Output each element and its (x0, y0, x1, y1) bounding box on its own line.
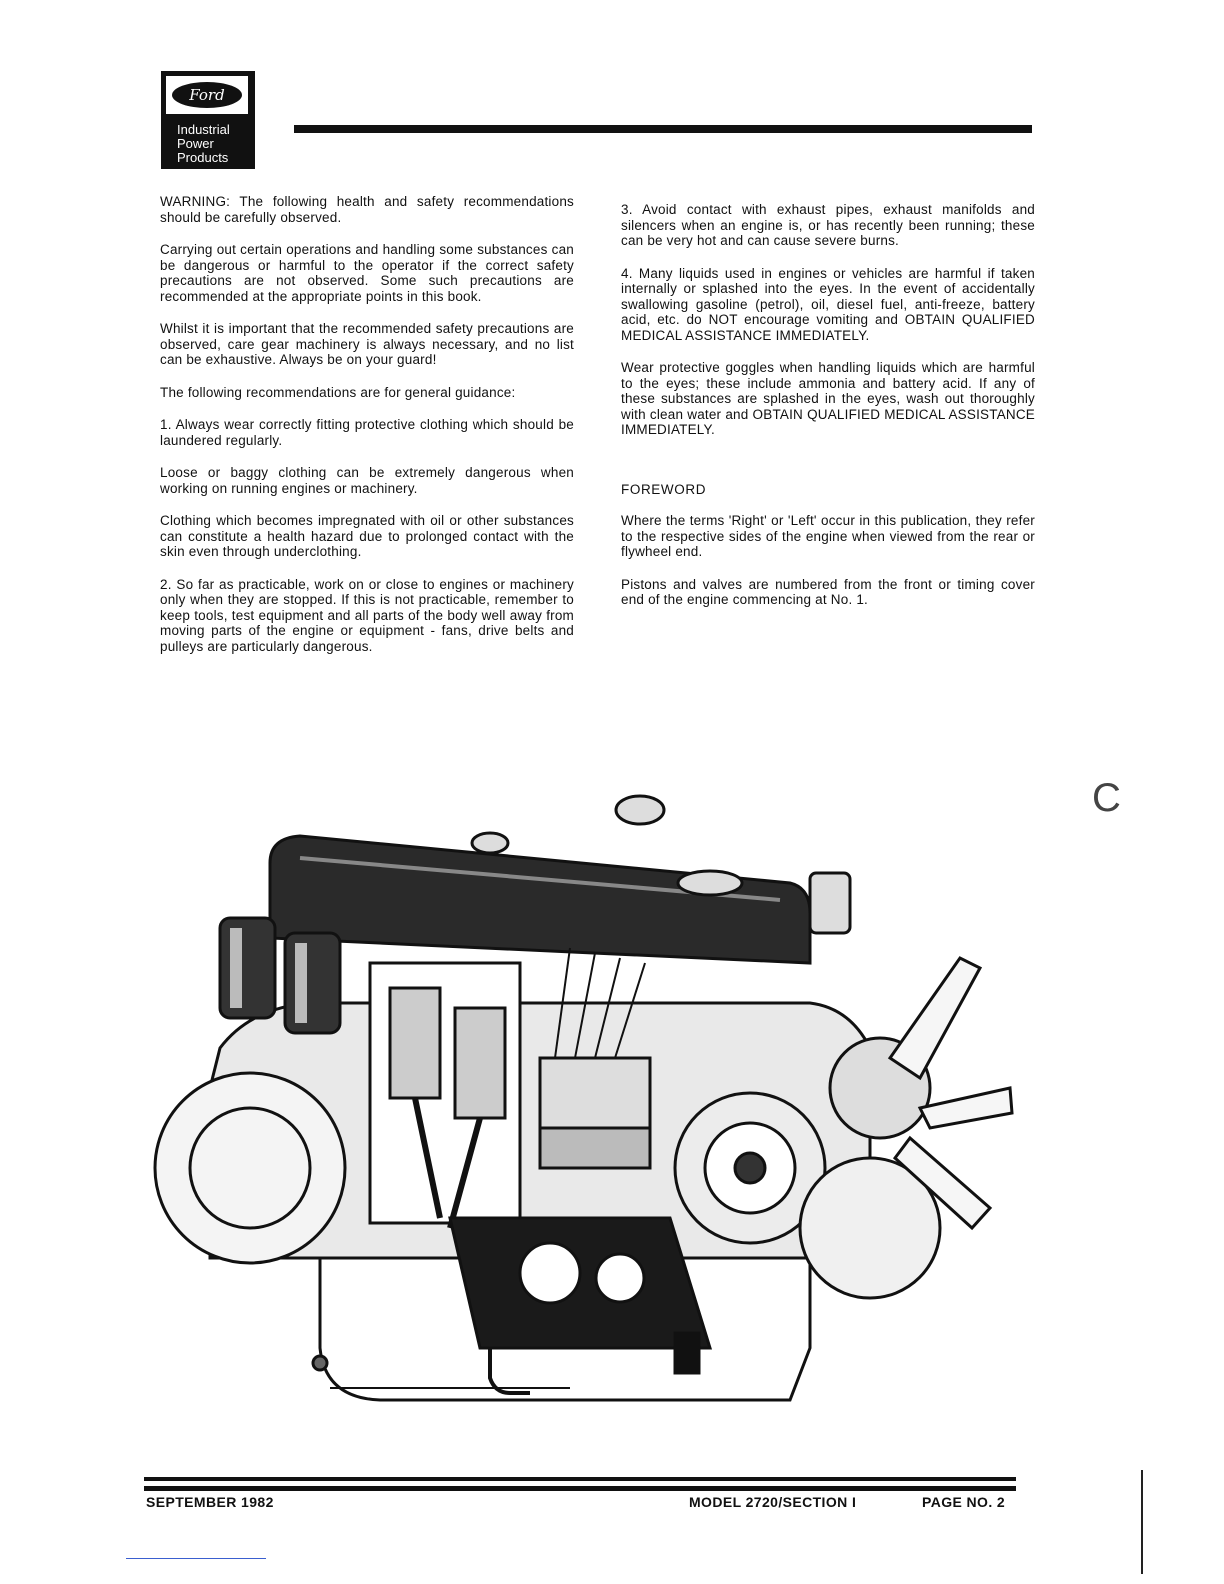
header-rule (294, 125, 1032, 133)
recommendation-1: 1. Always wear correctly fitting protective clothing which should be laundered regularly. (160, 417, 574, 448)
logo-caption (177, 123, 253, 165)
footer-rule-upper (144, 1477, 1016, 1481)
body-paragraph: Wear protective goggles when handling liquids which are harmful to the eyes; these include ammonia and battery acid. If any of these substances are splashed in the eyes, wash out thoroughly with clean water and OBTAIN QUALIFIED MEDICAL ASSISTANCE IMMEDIATELY. (621, 360, 1035, 437)
ford-oval-logo: Ford (172, 82, 242, 108)
recommendation-2: 2. So far as practicable, work on or close to engines or machinery only when they are stopped. If this is not practicable, remember to keep tools, test equipment and all parts of the body well away from moving parts of the engine or equipment - fans, drive belts and pulleys are particularly dangerous. (160, 576, 574, 654)
ford-industrial-logo (161, 71, 255, 169)
foreword-heading: FOREWORD (621, 481, 707, 497)
footer-rule-lower (144, 1486, 1016, 1491)
recommendation-3: 3. Avoid contact with exhaust pipes, exhaust manifolds and silencers when an engine is, or has recently been running; these can be very hot and can cause severe burns. (621, 202, 1035, 248)
ford-oval-frame (164, 74, 250, 116)
right-column (621, 202, 1035, 625)
footer-model: MODEL 2720/SECTION I (689, 1494, 857, 1510)
footer-date: SEPTEMBER 1982 (146, 1494, 274, 1510)
footer-page-number: PAGE NO. 2 (922, 1494, 1006, 1510)
body-paragraph: Loose or baggy clothing can be extremely dangerous when working on running engines or machinery. (160, 465, 574, 496)
body-paragraph: Carrying out certain operations and handling some substances can be dangerous or harmful to the operator if the correct safety precautions are not observed. Some such precautions are recommended at the appropriate points in this book. (160, 242, 574, 304)
logo-line-power: Power (177, 136, 214, 151)
scan-edge-line (1141, 1470, 1143, 1574)
scan-artifact-line (126, 1558, 266, 1559)
margin-mark: C (1092, 776, 1121, 820)
warning-paragraph: WARNING: The following health and safety recommendations should be carefully observed. (160, 194, 574, 225)
recommendation-4: 4. Many liquids used in engines or vehicles are harmful if taken internally or splashed into the eyes. In the event of accidentally swallowing gasoline (petrol), oil, diesel fuel, anti-freeze, battery acid, etc. do NOT encourage vomiting and OBTAIN QUALIFIED MEDICAL ASSISTANCE IMMEDIATELY. (621, 265, 1035, 343)
engine-cutaway-illustration (150, 788, 1030, 1418)
body-paragraph: Whilst it is important that the recommended safety precautions are observed, care gear machinery is always necessary, and no list can be exhaustive. Always be on your guard! (160, 321, 574, 367)
left-column (160, 194, 574, 671)
foreword-paragraph: Pistons and valves are numbered from the front or timing cover end of the engine commencing at No. 1. (621, 576, 1035, 607)
foreword-paragraph: Where the terms 'Right' or 'Left' occur in this publication, they refer to the respective sides of the engine when viewed from the rear or flywheel end. (621, 513, 1035, 559)
logo-line-industrial: Industrial (177, 122, 230, 137)
logo-line-products: Products (177, 150, 229, 165)
body-paragraph: The following recommendations are for general guidance: (160, 384, 516, 400)
body-paragraph: Clothing which becomes impregnated with oil or other substances can constitute a health hazard due to prolonged contact with the skin even through underclothing. (160, 513, 574, 559)
